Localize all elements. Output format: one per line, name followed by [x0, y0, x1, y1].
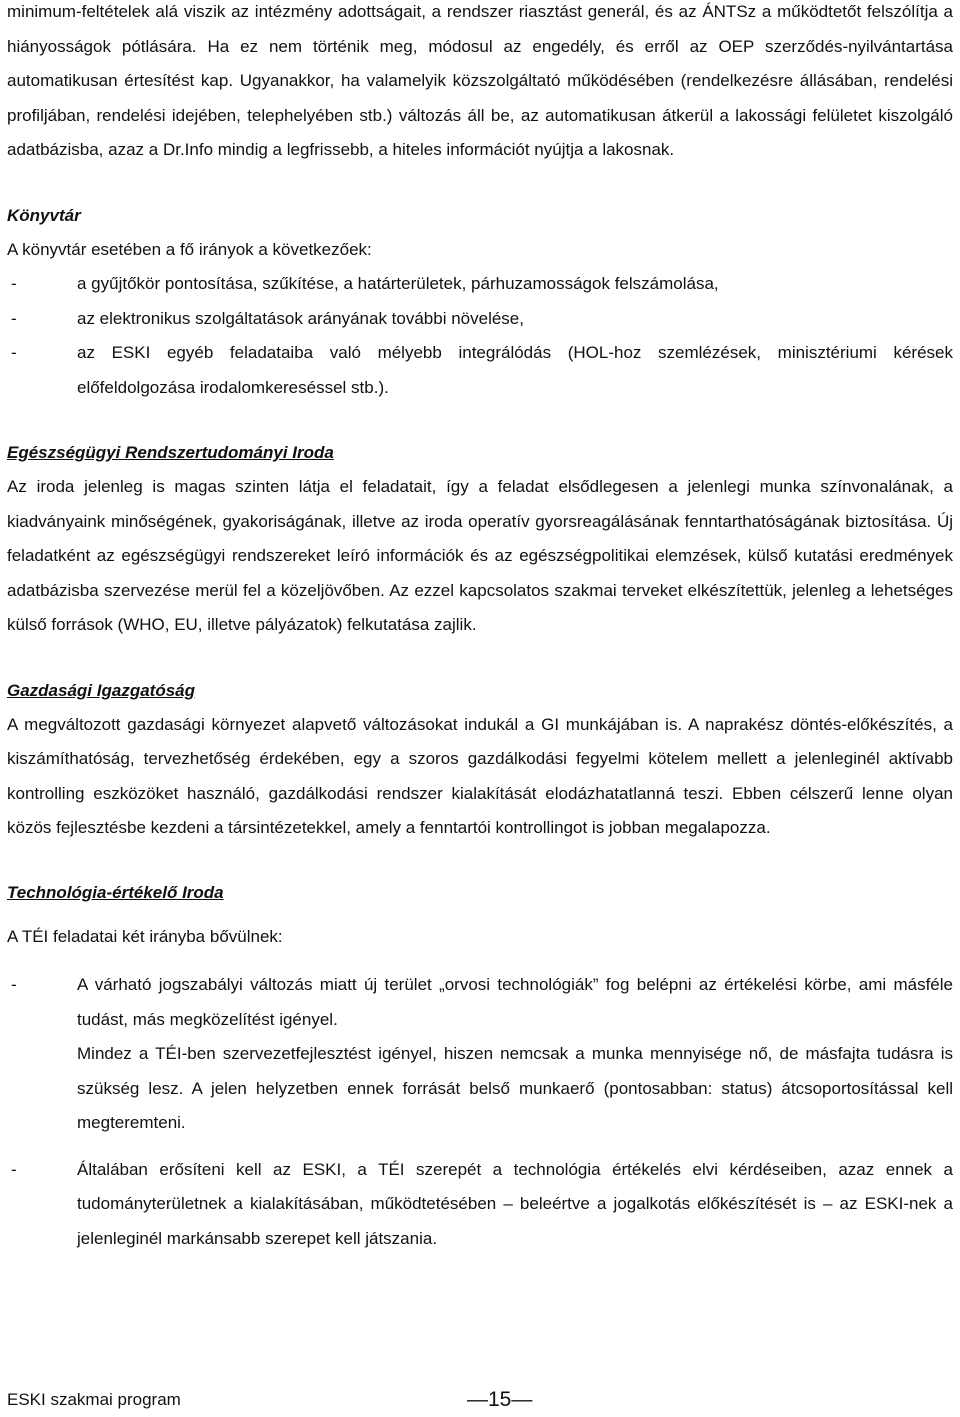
list-item: [7, 267, 953, 302]
list-item-text: az elektronikus szolgáltatások arányának további növelése,: [77, 308, 524, 328]
gazdasagi-paragraph: A megváltozott gazdasági környezet alapvető változásokat indukál a GI munkájában is. A naprakész döntés-előkészítés, a kiszámíthatóság, tervezhetőség érdekében, egy a szoros gazdálkodási fegyelmi kötelem mellett a jelenleginél aktívabb kontrolling eszközöket használó, gazdálkodási rendszer kialakítását elodázhatatlanná teszi. Ebben célszerű lenne olyan közös fejlesztésbe kezdeni a társintézetekkel, amely a fenntartói kontrollingot is jobban megalapozza.: [7, 714, 953, 837]
list-item: [7, 968, 953, 1141]
list-item-text: Általában erősíteni kell az ESKI, a TÉI szerepét a technológia értékelés elvi kérdéseiben, azaz ennek a tudományterületnek a kialakításában, működtetésében – beleértve a jogalkotás előkészítését is – az ESKI-nek a jelenleginél markánsabb szerepet kell játszania.: [77, 1159, 953, 1248]
list-item-continuation: Mindez a TÉI-ben szervezetfejlesztést igényel, hiszen nemcsak a munka mennyisége nő, de másfajta tudásra is szükség lesz. A jelen helyzetben ennek forrását belső munkaerő (pontosabban: status) átcsoportosítással kell megteremteni.: [77, 1044, 953, 1132]
list-item-text: a gyűjtőkör pontosítása, szűkítése, a határterületek, párhuzamosságok felszámolása,: [77, 274, 719, 293]
konyvtar-list: [7, 267, 953, 405]
dash-bullet: -: [11, 308, 17, 328]
konyvtar-lead: A könyvtár esetében a fő irányok a következőek:: [7, 239, 372, 259]
intro-paragraph: minimum-feltételek alá viszik az intézmény adottságait, a rendszer riasztást generál, és az ÁNTSz a működtetőt felszólítja a hiányosságok pótlására. Ha ez nem történik meg, módosul az engedély, és erről az OEP szerződés-nyilvántartása automatikusan értesítést kap. Ugyanakkor, ha valamelyik közszolgáltató működésében (rendelkezésre állásában, rendelési profiljában, rendelési idejében, telephelyében stb.) változás áll be, az automatikusan átkerül a lakossági felületet kiszolgáló adatbázisba, azaz a Dr.Info mindig a legfrissebb, a hiteles információt nyújtja a lakosnak.: [7, 2, 953, 159]
dash-bullet: -: [11, 975, 17, 994]
list-item: [7, 336, 953, 405]
technologia-list: [7, 968, 953, 1256]
list-item: [7, 302, 953, 337]
technologia-lead: A TÉI feladatai két irányba bővülnek:: [7, 926, 283, 946]
page-number-value: 15: [488, 1388, 512, 1411]
footer-label: ESKI szakmai program: [7, 1390, 181, 1409]
page-footer: [7, 1390, 953, 1414]
section-heading-konyvtar: Könyvtár: [7, 205, 81, 225]
document-page: [7, 0, 953, 1256]
dash-bullet: -: [11, 274, 17, 293]
section-heading-technologia: Technológia-értékelő Iroda: [7, 882, 224, 902]
section-heading-rendszertudomanyi: Egészségügyi Rendszertudományi Iroda: [7, 443, 334, 462]
section-heading-gazdasagi: Gazdasági Igazgatóság: [7, 680, 195, 700]
page-number: —15—: [467, 1388, 533, 1411]
list-item-text: az ESKI egyéb feladataiba való mélyebb integrálódás (HOL-hoz szemlézések, minisztériumi kérések előfeldolgozása irodalomkereséssel stb.).: [77, 343, 953, 397]
list-item-text: A várható jogszabályi változás miatt új terület „orvosi technológiák” fog belépni az értékelési körbe, ami másféle tudást, más megközelítést igényel.: [77, 975, 953, 1029]
dash-bullet: -: [11, 1159, 17, 1179]
list-item: [7, 1153, 953, 1257]
dash-bullet: -: [11, 343, 17, 362]
rendszertudomanyi-paragraph: Az iroda jelenleg is magas szinten látja el feladatait, így a feladat elsődlegesen a jelenlegi munka színvonalának, a kiadványaink minőségének, gyakoriságának, illetve az iroda operatív gyorsreagálásának fenntarthatóságának biztosítása. Új feladatként az egészségügyi rendszereket leíró információk és az egészségpolitikai elemzések, külső kutatási eredmények adatbázisba szervezése merül fel a közeljövőben. Az ezzel kapcsolatos szakmai terveket elkészítettük, jelenleg a lehetséges külső források (WHO, EU, illetve pályázatok) felkutatása zajlik.: [7, 477, 953, 634]
